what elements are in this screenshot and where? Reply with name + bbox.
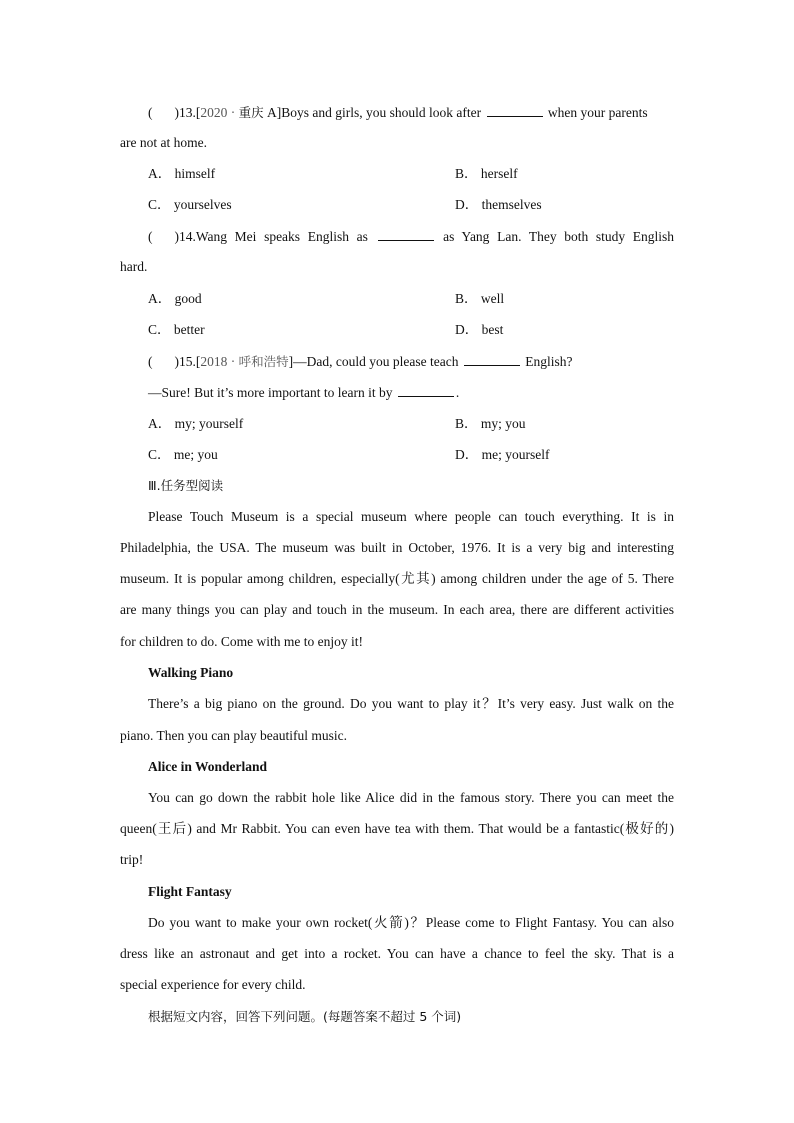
section-title-alice-in-wonderland: Alice in Wonderland [148,759,268,774]
answer-blank[interactable] [464,352,520,366]
answer-blank[interactable] [378,227,434,241]
passage-line: There’s a big piano on the ground. Do you want to play it？It’s very easy. Just walk on the [148,696,674,711]
answer-paren-open: ( [148,105,153,120]
passage-line: queen(王后) and Mr Rabbit. You can even have tea with them. That would be a fantastic(极好的) [120,821,674,836]
section-title-flight-fantasy: Flight Fantasy [148,884,232,899]
question-14-stem-line2: hard. [120,259,148,274]
option-c: C． me; you [148,447,218,462]
option-d: D． best [455,322,504,337]
passage-line: Please Touch Museum is a special museum where people can touch everything. It is in [148,509,674,524]
question-15-stem: ( )15.[2018 · 呼和浩特]—Dad, could you please teach English? [148,354,573,369]
section-heading: Ⅲ.任务型阅读 [148,478,224,493]
question-15-stem-line2: —Sure! But it’s more important to learn it by . [148,385,460,400]
passage-line: dress like an astronaut and get into a rocket. You can have a chance to feel the sky. That is a [120,946,674,961]
option-d: D． themselves [455,197,542,212]
passage-line: for children to do. Come with me to enjoy it! [120,634,363,649]
passage-line: are many things you can play and touch in the museum. In each area, there are different activities [120,602,674,617]
source-place: 重庆 [238,105,264,120]
option-a: A． my; yourself [148,416,244,431]
passage-line: Philadelphia, the USA. The museum was built in October, 1976. It is a very big and interesting [120,540,674,555]
option-c: C． better [148,322,205,337]
option-a: A． good [148,291,202,306]
instruction: 根据短文内容，回答下列问题。(每题答案不超过 5 个词) [148,1009,462,1024]
passage-line: special experience for every child. [120,977,306,992]
question-14-stem: ( )14.Wang Mei speaks English as as Yang Lan. They both study English [148,229,675,244]
option-b: B． well [455,291,505,306]
answer-blank[interactable] [398,383,454,397]
passage-line: trip! [120,852,144,867]
question-13-stem-line2: are not at home. [120,135,207,150]
option-b: B． herself [455,166,518,181]
source-year: 2018 [200,354,228,369]
passage-line: piano. Then you can play beautiful music. [120,728,347,743]
passage-line: You can go down the rabbit hole like Alice did in the famous story. There you can meet the [148,790,674,805]
question-13-stem: ( )13.[2020 · 重庆 A]Boys and girls, you should look after when your parents [148,105,648,120]
source-place: 呼和浩特 [238,354,289,369]
option-d: D． me; yourself [455,447,550,462]
option-c: C． yourselves [148,197,232,212]
passage-line: Do you want to make your own rocket(火箭)？Please come to Flight Fantasy. You can also [148,915,674,930]
answer-blank[interactable] [487,103,543,117]
section-title-walking-piano: Walking Piano [148,665,234,680]
option-a: A． himself [148,166,216,181]
source-year: 2020 [200,105,228,120]
passage-line: museum. It is popular among children, especially(尤其) among children under the age of 5. There [120,571,674,586]
option-b: B． my; you [455,416,526,431]
